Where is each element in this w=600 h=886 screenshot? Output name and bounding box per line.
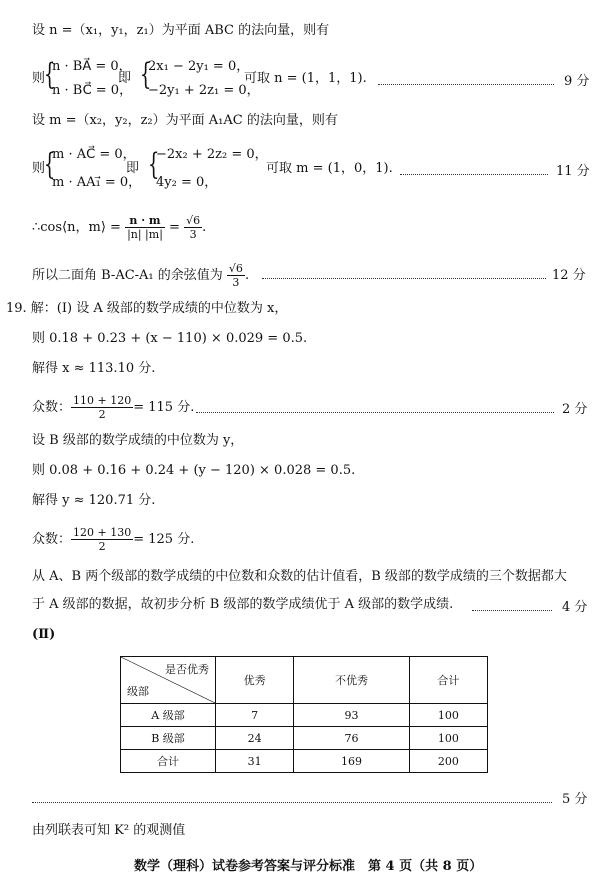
mode-a-label: 众数： bbox=[32, 400, 72, 415]
cell: 合计 bbox=[121, 750, 216, 773]
corner-bottom-label: 级部 bbox=[127, 685, 149, 698]
cos-formula bbox=[32, 214, 206, 241]
dihedral-num: √6 bbox=[228, 262, 243, 275]
header-not-excellent: 不优秀 bbox=[294, 657, 410, 704]
cell: B 级部 bbox=[121, 727, 216, 750]
cos-end: . bbox=[202, 220, 207, 235]
q19-mode-b bbox=[32, 526, 194, 553]
mode-a-den: 2 bbox=[98, 408, 106, 421]
table-row bbox=[121, 727, 488, 750]
cell: A 级部 bbox=[121, 704, 216, 727]
system-brace: { bbox=[43, 57, 56, 92]
cos-value-den: 3 bbox=[189, 228, 197, 241]
cell: 169 bbox=[294, 750, 410, 773]
score-11: 11 分 bbox=[556, 164, 590, 179]
q19-median-a-result: 解得 x ≈ 113.10 分. bbox=[32, 361, 156, 376]
system-brace: { bbox=[139, 57, 152, 92]
normal-vector-m-intro: 设 m =（x₂，y₂，z₂）为平面 A₁AC 的法向量，则有 bbox=[32, 113, 338, 128]
ji-label: 即 bbox=[118, 71, 132, 86]
mode-b-fraction bbox=[71, 526, 133, 553]
cell: 24 bbox=[216, 727, 294, 750]
then-label: 则 bbox=[32, 161, 46, 176]
score-4: 4 分 bbox=[562, 600, 588, 615]
cos-lhs: ∴cos⟨n，m⟩ = bbox=[32, 220, 121, 235]
cos-eq: = bbox=[169, 220, 180, 235]
mode-b-num: 120 + 130 bbox=[73, 526, 132, 539]
dihedral-fraction bbox=[227, 262, 245, 289]
cell: 100 bbox=[409, 727, 487, 750]
cell: 200 bbox=[409, 750, 487, 773]
mode-b-rest: = 125 分. bbox=[133, 532, 195, 547]
table-corner-cell bbox=[121, 657, 216, 704]
score-2: 2 分 bbox=[562, 402, 588, 417]
eq-m-ac: m · AC⃗ = 0， bbox=[52, 147, 136, 162]
dot-leader bbox=[472, 610, 552, 611]
cell: 7 bbox=[216, 704, 294, 727]
q19-median-a-eq: 则 0.18 + 0.23 + (x − 110) × 0.029 = 0.5. bbox=[32, 331, 308, 346]
table-header-row bbox=[121, 657, 488, 704]
eq-y2: 4y₂ = 0， bbox=[156, 175, 218, 190]
dot-leader bbox=[32, 802, 552, 803]
dihedral-text: 所以二面角 B-AC-A₁ 的余弦值为 bbox=[32, 268, 223, 283]
eq-x2-z2: −2x₂ + 2z₂ = 0， bbox=[156, 147, 268, 162]
score-9: 9 分 bbox=[564, 74, 590, 89]
dot-leader bbox=[400, 174, 548, 175]
q19-mode-a bbox=[32, 394, 194, 421]
take-n: 可取 n = (1，1，1). bbox=[244, 71, 367, 86]
q19-intro: 19. 解：(Ⅰ) 设 A 级部的数学成绩的中位数为 x， bbox=[6, 301, 288, 316]
contingency-table bbox=[120, 656, 488, 773]
then-label: 则 bbox=[32, 71, 46, 86]
table-row bbox=[121, 704, 488, 727]
q19-conclusion-line2: 于 A 级部的数据，故初步分析 B 级部的数学成绩优于 A 级部的数学成绩. bbox=[32, 597, 454, 612]
dihedral-result bbox=[32, 262, 249, 289]
ji-label: 即 bbox=[126, 161, 140, 176]
system-brace: { bbox=[147, 147, 160, 182]
normal-vector-n-intro: 设 n =（x₁，y₁，z₁）为平面 ABC 的法向量，则有 bbox=[32, 23, 330, 38]
eq-y1-z1: −2y₁ + 2z₁ = 0， bbox=[148, 83, 260, 98]
cos-value bbox=[184, 214, 202, 241]
dot-leader bbox=[262, 278, 546, 279]
header-excellent: 优秀 bbox=[216, 657, 294, 704]
cos-den: |n| |m| bbox=[127, 228, 163, 241]
eq-n-bc: n · BC⃗ = 0， bbox=[52, 83, 133, 98]
part-2-label: (Ⅱ) bbox=[32, 627, 56, 642]
mode-a-num: 110 + 120 bbox=[73, 394, 132, 407]
system-brace: { bbox=[43, 147, 56, 182]
eq-m-aa1: m · AA₁⃗ = 0， bbox=[52, 175, 142, 190]
q19-median-b-result: 解得 y ≈ 120.71 分. bbox=[32, 493, 156, 508]
q19-conclusion-line1: 从 A、B 两个级部的数学成绩的中位数和众数的估计值看，B 级部的数学成绩的三个数据都大 bbox=[32, 569, 567, 584]
corner-top-label: 是否优秀 bbox=[165, 663, 209, 676]
cell: 93 bbox=[294, 704, 410, 727]
table-row bbox=[121, 750, 488, 773]
dot-leader bbox=[196, 412, 554, 413]
mode-b-label: 众数： bbox=[32, 532, 72, 547]
score-5: 5 分 bbox=[562, 792, 588, 807]
header-total: 合计 bbox=[409, 657, 487, 704]
dihedral-den: 3 bbox=[232, 276, 240, 289]
mode-a-fraction bbox=[71, 394, 133, 421]
q19-median-b-eq: 则 0.08 + 0.16 + 0.24 + (y − 120) × 0.028 = 0.5. bbox=[32, 463, 356, 478]
cell: 100 bbox=[409, 704, 487, 727]
dihedral-end: . bbox=[244, 268, 250, 283]
cos-fraction bbox=[125, 214, 165, 241]
eq-x1-y1: 2x₁ − 2y₁ = 0， bbox=[148, 59, 250, 74]
score-12: 12 分 bbox=[552, 268, 586, 283]
cell: 31 bbox=[216, 750, 294, 773]
eq-n-ba: n · BA⃗ = 0， bbox=[52, 59, 132, 74]
mode-a-rest: = 115 分. bbox=[133, 400, 195, 415]
dot-leader bbox=[378, 84, 554, 85]
take-m: 可取 m = (1，0，1). bbox=[266, 161, 393, 176]
mode-b-den: 2 bbox=[98, 540, 106, 553]
cos-value-num: √6 bbox=[186, 214, 201, 227]
page-footer: 数学（理科）试卷参考答案与评分标准 第 4 页（共 8 页） bbox=[134, 859, 483, 874]
cell: 76 bbox=[294, 727, 410, 750]
cos-num: n · m bbox=[125, 214, 165, 228]
q19-k2-intro: 由列联表可知 K² 的观测值 bbox=[32, 823, 186, 838]
q19-median-b-intro: 设 B 级部的数学成绩的中位数为 y， bbox=[32, 433, 244, 448]
